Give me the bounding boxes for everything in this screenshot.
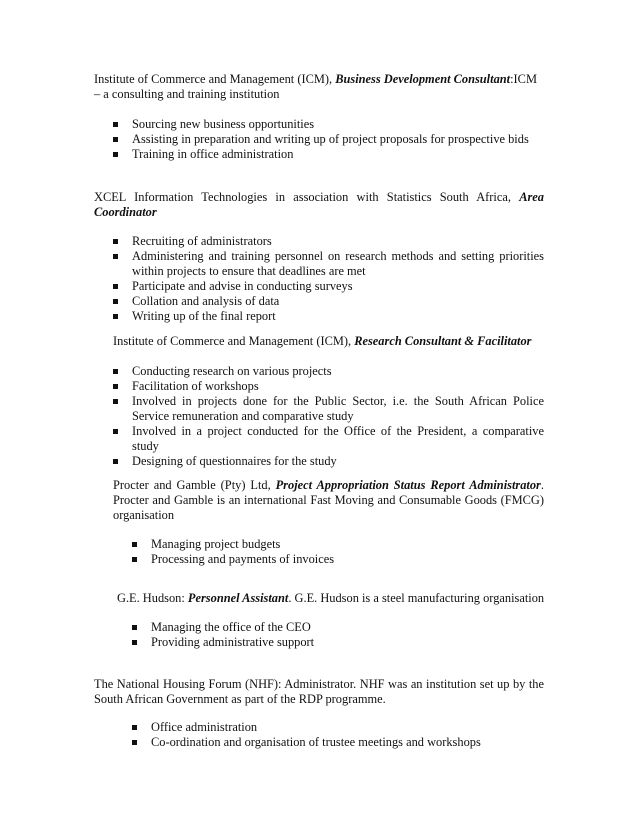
list-item: Processing and payments of invoices <box>132 552 544 567</box>
section-icm-research <box>113 334 544 349</box>
list-item: Participate and advise in conducting surveys <box>113 279 544 294</box>
bullet-icon <box>113 137 118 142</box>
bullet-icon <box>132 740 137 745</box>
list-item: Conducting research on various projects <box>113 364 544 379</box>
bullet-icon <box>113 384 118 389</box>
list-item: Collation and analysis of data <box>113 294 544 309</box>
employer-text: Institute of Commerce and Management (ICM), <box>94 72 336 86</box>
employer-text: G.E. Hudson: <box>117 591 188 605</box>
list-item: Office administration <box>132 720 544 735</box>
bullet-icon <box>113 152 118 157</box>
duties-list-hudson <box>132 620 544 650</box>
bullet-icon <box>113 429 118 434</box>
duties-list-nhf <box>132 720 544 750</box>
duties-list-icm1 <box>113 117 543 162</box>
list-item: Facilitation of workshops <box>113 379 544 394</box>
employer-description: . G.E. Hudson is a steel manufacturing organisation <box>288 591 545 605</box>
employer-text: The National Housing Forum (NHF): Administrator. NHF was an institution set up by the South African Government as part of the RDP programme. <box>94 677 544 706</box>
bullet-icon <box>113 254 118 259</box>
list-item: Involved in a project conducted for the Office of the President, a comparative study <box>113 424 544 454</box>
employer-suffix: :ICM <box>510 72 537 86</box>
employer-text: Procter and Gamble (Pty) Ltd, <box>113 478 276 492</box>
bullet-icon <box>113 284 118 289</box>
section-xcel <box>94 190 544 220</box>
bullet-icon <box>113 314 118 319</box>
employer-text: Institute of Commerce and Management (ICM), <box>113 334 355 348</box>
bullet-icon <box>132 625 137 630</box>
bullet-icon <box>113 299 118 304</box>
list-item: Co-ordination and organisation of trustee meetings and workshops <box>132 735 544 750</box>
employer-description: . Procter and Gamble is an international Fast Moving and Consumable Goods (FMCG) organisation <box>113 478 544 522</box>
section-nhf <box>94 677 544 707</box>
list-item: Managing the office of the CEO <box>132 620 544 635</box>
bullet-icon <box>132 557 137 562</box>
entry-heading <box>94 72 544 87</box>
job-title: Business Development Consultant <box>335 72 511 86</box>
bullet-icon <box>113 122 118 127</box>
bullet-icon <box>113 239 118 244</box>
list-item: Training in office administration <box>113 147 543 162</box>
bullet-icon <box>132 542 137 547</box>
employer-text: XCEL Information Technologies in association with Statistics South Africa, <box>94 190 520 204</box>
list-item: Involved in projects done for the Public Sector, i.e. the South African Police Service remuneration and comparative study <box>113 394 544 424</box>
bullet-icon <box>113 369 118 374</box>
bullet-icon <box>113 459 118 464</box>
employer-description: – a consulting and training institution <box>94 87 280 101</box>
list-item: Assisting in preparation and writing up of project proposals for prospective bids <box>113 132 543 147</box>
list-item: Providing administrative support <box>132 635 544 650</box>
bullet-icon <box>113 399 118 404</box>
job-title: Personnel Assistant <box>187 591 289 605</box>
section-icm-business-development <box>94 72 544 102</box>
list-item: Administering and training personnel on research methods and setting priorities within projects to ensure that deadlines are met <box>113 249 544 279</box>
section-ge-hudson <box>117 591 547 606</box>
duties-list-xcel <box>113 234 544 324</box>
list-item: Designing of questionnaires for the study <box>113 454 544 469</box>
job-title: Area Coordinator <box>94 190 544 219</box>
bullet-icon <box>132 640 137 645</box>
list-item: Managing project budgets <box>132 537 544 552</box>
section-procter-gamble <box>113 478 544 523</box>
list-item: Writing up of the final report <box>113 309 544 324</box>
duties-list-icm2 <box>113 364 544 469</box>
list-item: Recruiting of administrators <box>113 234 544 249</box>
job-title: Research Consultant & Facilitator <box>354 334 532 348</box>
duties-list-pg <box>132 537 544 567</box>
job-title: Project Appropriation Status Report Administrator <box>275 478 541 492</box>
bullet-icon <box>132 725 137 730</box>
list-item: Sourcing new business opportunities <box>113 117 543 132</box>
